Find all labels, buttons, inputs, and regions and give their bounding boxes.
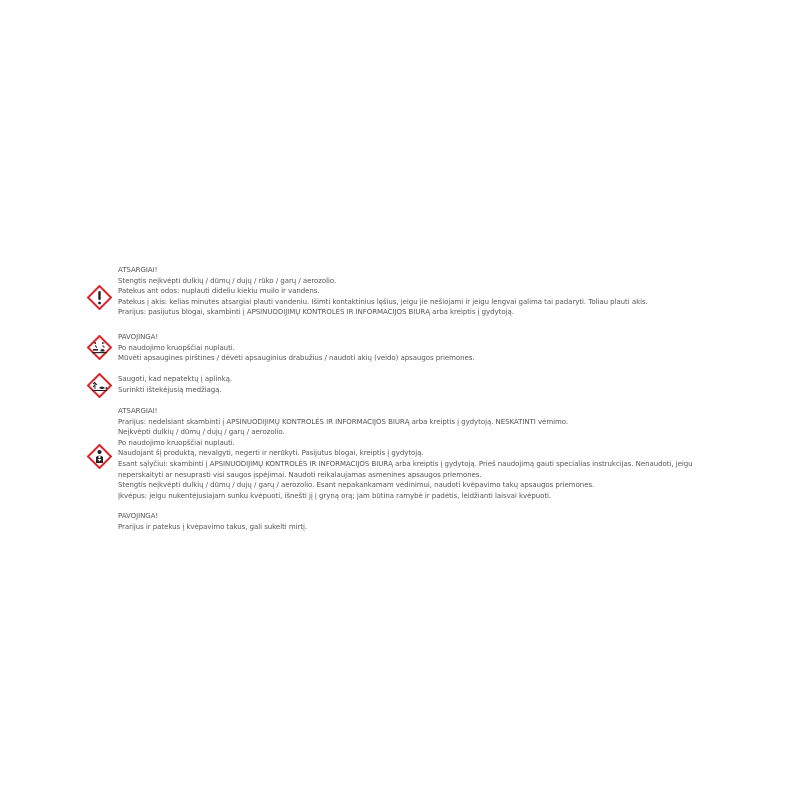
exclamation-mark-icon	[87, 285, 112, 310]
precaution-line: Prarijus: pasijutus blogai, skambinti į APSINUODIJIMŲ KONTROLĖS IR INFORMACIJOS BIURĄ arba kreiptis į gydytoją.	[118, 308, 514, 317]
precaution-line: Surinkti ištekėjusią medžiagą.	[118, 385, 222, 394]
precaution-line: Po naudojimo kruopščiai nuplauti.	[118, 438, 235, 447]
environment-hazard-icon	[87, 373, 112, 398]
precaution-line: Patekus ant odos: nuplauti dideliu kiekiu muilo ir vandens.	[118, 287, 320, 296]
hazard-section-2-text	[118, 332, 718, 364]
precaution-line: Mūvėti apsaugines pirštines / dėvėti apsauginius drabužius / naudoti akių (veido) apsaugos priemones.	[118, 354, 475, 363]
hazard-statement: Prarijus ir patekus į kvėpavimo takus, gali sukelti mirtį.	[118, 522, 308, 531]
precaution-line: Neįkvėpti dulkių / dūmų / dujų / garų / aerozolio.	[118, 428, 285, 437]
precaution-line: Stengtis neįkvėpti dulkių / dūmų / dujų / garų / aerozolio. Esant nepakankamam vėdinimui, naudoti kvėpavimo takų apsaugos priemones.	[118, 481, 595, 490]
precaution-line: Naudojant šį produktą, nevalgyti, negerti ir nerūkyti. Pasijutus blogai, kreiptis į gydytoją.	[118, 449, 424, 458]
precaution-line: Prarijus: nedelsiant skambinti į APSINUODIJIMŲ KONTROLĖS IR INFORMACIJOS BIURĄ arba kreiptis į gydytoją. NESKATINTI vėmimo.	[118, 417, 569, 426]
signal-word: PAVOJINGA!	[118, 512, 159, 520]
precaution-line: Saugoti, kad nepatektų į aplinką.	[118, 375, 233, 383]
precaution-line: Esant sąlyčiui: skambinti į APSINUODIJIMŲ KONTROLĖS IR INFORMACIJOS BIURĄ arba kreiptis į gydytoją. Prieš naudojimą gauti specialias instrukcijas. Nenaudoti, jeigu neperskaityti ar nesuprasti visi saugos įspėjimai. Naudoti reikalaujamas asmenines apsaugos priemones.	[118, 459, 693, 479]
signal-word: PAVOJINGA!	[118, 333, 159, 341]
corrosion-icon	[87, 335, 112, 360]
precaution-line: Stengtis neįkvėpti dulkių / dūmų / dujų / rūko / garų / aerozolio.	[118, 276, 337, 285]
hazard-section-3-text	[118, 374, 718, 395]
hazard-section-1-text	[118, 265, 718, 318]
hazard-section-4-text	[118, 406, 718, 501]
precaution-line: Įkvėpus: jeigu nukentėjusiajam sunku kvėpuoti, išnešti jį į gryną orą; jam būtina ramybė ir padėtis, leidžianti laisvai kvėpuoti.	[118, 491, 552, 500]
signal-word: ATSARGIAI!	[118, 407, 158, 415]
hazard-section-5-text	[118, 511, 718, 532]
precaution-line: Po naudojimo kruopščiai nuplauti.	[118, 343, 235, 352]
signal-word: ATSARGIAI!	[118, 266, 158, 274]
precaution-line: Patekus į akis: kelias minutes atsargiai plauti vandeniu. Išimti kontaktinius lęšius, jeigu jie nešiojami ir jeigu lengvai galima tai padaryti. Toliau plauti akis.	[118, 297, 648, 306]
health-hazard-icon	[87, 444, 112, 469]
